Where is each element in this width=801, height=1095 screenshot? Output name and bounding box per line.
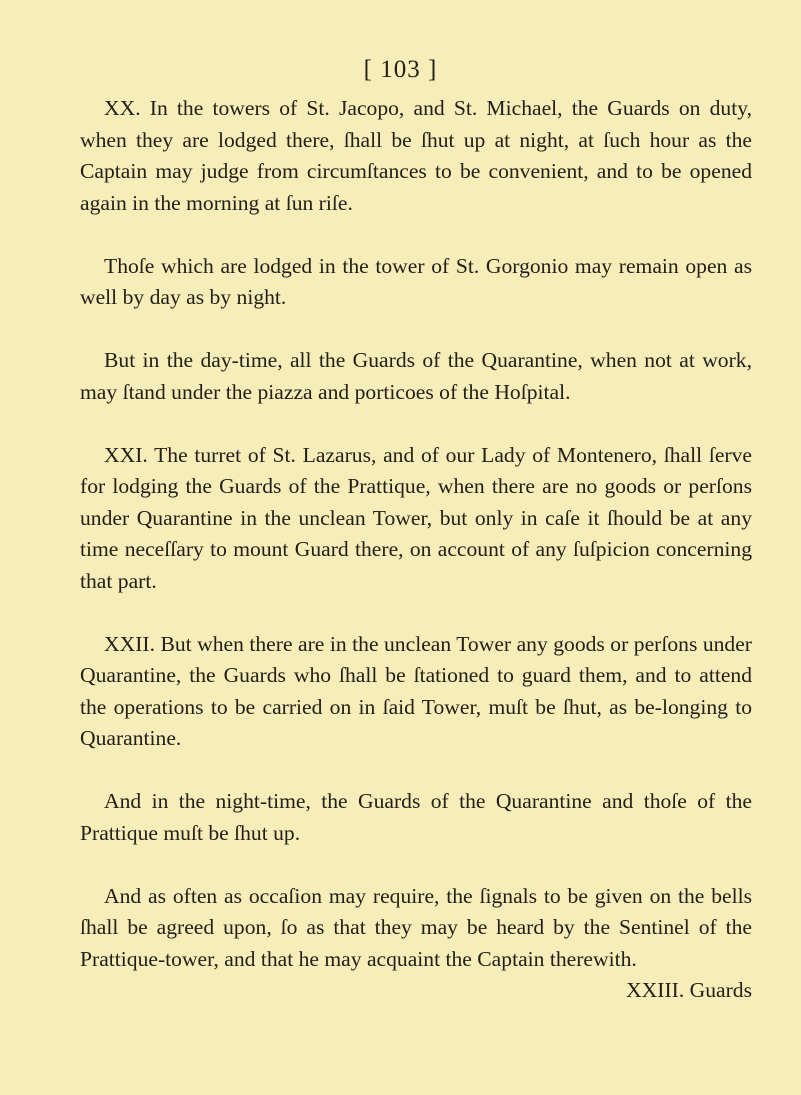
catchword: XXIII. Guards (626, 978, 752, 1002)
paragraph-xxii: XXII. But when there are in the unclean Tower any goods or perſons under Quarantine, the Guards who ſhall be ſtationed to guard them, and to attend the operations to be carried on in ſaid Tower, muſt be ſhut, as be-longing to Quarantine. (80, 631, 752, 750)
paragraph-signals: And as often as occaſion may require, the ſignals to be given on the bells ſhall be agreed upon, ſo as that they may be heard by the Sentinel of the Prattique-tower, and that he may acquaint the Captain therewith. (80, 883, 752, 971)
page-body (80, 93, 752, 1007)
paragraph-gorgonio: Thoſe which are lodged in the tower of St. Gorgonio may remain open as well by day as by night. (80, 253, 752, 309)
paragraph-day-time: But in the day-time, all the Guards of the Quarantine, when not at work, may ſtand under the piazza and porticoes of the Hoſpital. (80, 348, 752, 404)
paragraph-xx: XX. In the towers of St. Jacopo, and St. Michael, the Guards on duty, when they are lodged there, ſhall be ſhut up at night, at ſuch hour as the Captain may judge from circumſtances to be convenient, and to be opened again in the morning at ſun riſe. (80, 96, 752, 215)
paragraph-xxi: XXI. The turret of St. Lazarus, and of our Lady of Montenero, ſhall ſerve for lodging the Guards of the Prattique, when there are no goods or perſons under Quarantine in the unclean Tower, but only in caſe it ſhould be at any time neceſſary to mount Guard there, on account of any ſuſpicion concerning that part. (80, 442, 752, 593)
paragraph-night-time: And in the night-time, the Guards of the Quarantine and thoſe of the Prattique muſt be ſhut up. (80, 789, 752, 845)
page-number: [ 103 ] (363, 56, 438, 83)
